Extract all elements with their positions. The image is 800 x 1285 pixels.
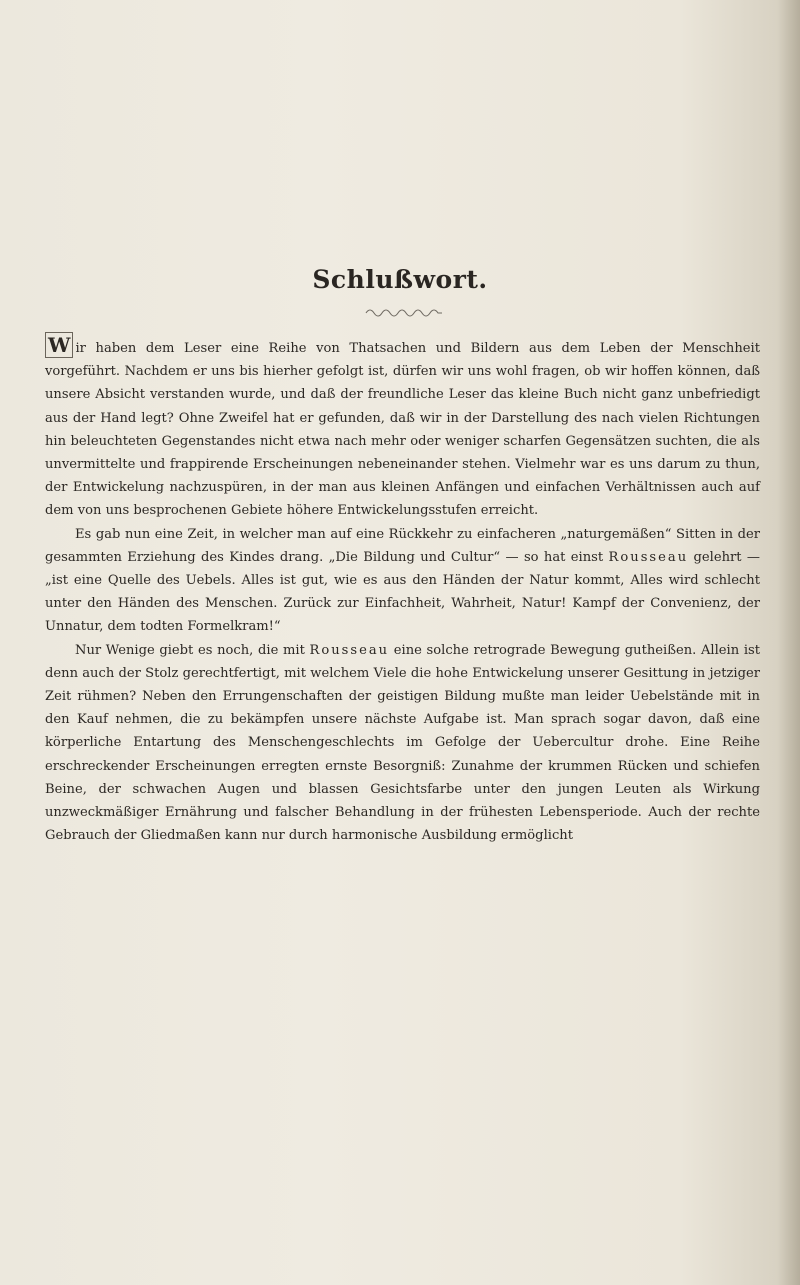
chapter-title: Schlußwort.	[312, 265, 488, 294]
title-ornament	[364, 304, 444, 318]
drop-cap: W	[45, 332, 73, 358]
author-name: Rousseau	[309, 642, 390, 658]
paragraph-2	[45, 523, 760, 639]
paragraph-2-text-end: gelehrt — „ist eine Quelle des Uebels. Alles ist gut, wie es aus den Händen der Natur kommt, Alles wird schlecht unter den Händen des Menschen. Zurück zur Einfachheit, Wahrheit, Natur! Kampf der Convenienz, der Unnatur, dem todten Formelkram!“	[45, 549, 760, 635]
paragraph-2-text-start: Es gab nun eine Zeit, in welcher man auf eine Rückkehr zu einfacheren „naturgemäßen“ Sitten in der gesammten Erziehung des Kindes drang. „Die Bildung und Cultur“ — so hat einst	[45, 526, 760, 565]
paragraph-1	[45, 333, 760, 523]
paragraph-1-text: ir haben dem Leser eine Reihe von Thatsachen und Bildern aus dem Leben der Menschheit vorgeführt. Nachdem er uns bis hierher gefolgt ist, dürfen wir uns wohl fragen, ob wir hoffen können, daß unsere Absicht verstanden wurde, und daß der freundliche Leser das kleine Buch nicht ganz unbefriedigt aus der Hand legt? Ohne Zweifel hat er gefunden, daß wir in der Darstellung des nach vielen Richtungen hin beleuchteten Gegenstandes nicht etwa nach mehr oder weniger scharfen Gegensätzen suchten, die als unvermittelte und frappirende Erscheinungen nebeneinander stehen. Vielmehr war es uns darum zu thun, der Entwickelung nachzuspüren, in der man aus kleinen Anfängen und einfachen Verhältnissen auch auf dem von uns besprochenen Gebiete höhere Entwickelungsstufen erreicht.	[45, 341, 760, 519]
page-edge-shadow	[778, 0, 800, 1285]
paragraph-3-text-start: Nur Wenige giebt es noch, die mit	[75, 642, 310, 658]
paragraph-3	[45, 639, 760, 848]
author-name: Rousseau	[608, 549, 689, 565]
paragraph-3-text-end: eine solche retrograde Bewegung gutheißen. Allein ist denn auch der Stolz gerechtfertigt, mit welchem Viele die hohe Entwickelung unserer Gesittung in jetziger Zeit rühmen? Neben den Errungenschaften der geistigen Bildung mußte man leider Uebelstände mit in den Kauf nehmen, die zu bekämpfen unsere nächste Aufgabe ist. Man sprach sogar davon, daß eine körperliche Entartung des Menschengeschlechts im Gefolge der Uebercultur drohe. Eine Reihe erschreckender Erscheinungen erregten ernste Besorgniß: Zunahme der krummen Rücken und schiefen Beine, der schwachen Augen und blassen Gesichtsfarbe unter den jungen Leuten als Wirkung unzweckmäßiger Ernährung und falscher Behandlung in der frühesten Lebensperiode. Auch der rechte Gebrauch der Gliedmaßen kann nur durch harmonische Ausbildung ermöglicht	[45, 642, 760, 844]
body-text	[45, 333, 760, 847]
